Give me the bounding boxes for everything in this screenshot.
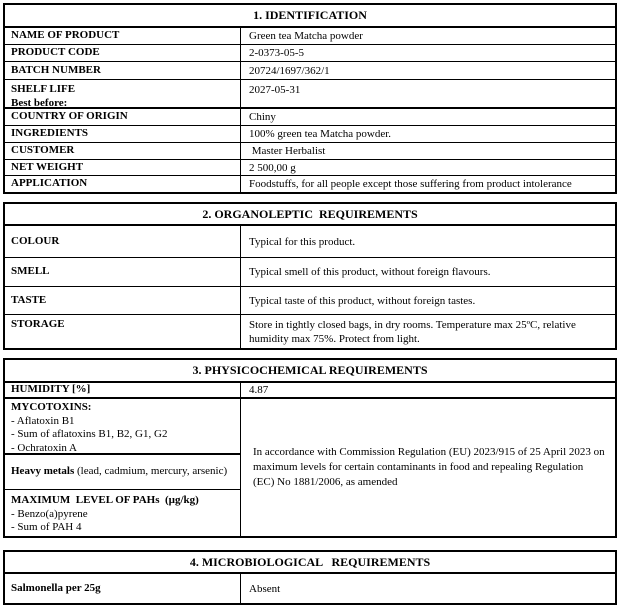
table-row-customer bbox=[5, 143, 615, 160]
physicochemical-section-title: 3. PHYSICOCHEMICAL REQUIREMENTS bbox=[5, 360, 615, 383]
table-row-salmonella bbox=[5, 574, 615, 603]
contaminants-parameters-column bbox=[5, 399, 241, 536]
table-row-shelf-life bbox=[5, 80, 615, 109]
row-label: TASTE bbox=[5, 287, 241, 314]
row-value: 4.87 bbox=[249, 384, 269, 396]
regulation-note-cell bbox=[241, 399, 615, 536]
row-label: BATCH NUMBER bbox=[5, 62, 241, 79]
table-row-batch-number bbox=[5, 62, 615, 80]
shelf-life-label: SHELF LIFE bbox=[11, 83, 76, 95]
heavy-metals-cell bbox=[5, 455, 240, 490]
pah-item: - Sum of PAH 4 bbox=[11, 521, 82, 533]
physicochemical-table bbox=[3, 358, 617, 538]
organoleptic-section-title: 2. ORGANOLEPTIC REQUIREMENTS bbox=[5, 204, 615, 226]
table-row-name-of-product bbox=[5, 28, 615, 45]
table-row-country-of-origin bbox=[5, 109, 615, 126]
row-label: CUSTOMER bbox=[5, 143, 241, 159]
row-value: Green tea Matcha powder bbox=[249, 30, 363, 42]
row-label: HUMIDITY [%] bbox=[5, 383, 241, 397]
microbiological-section-title: 4. MICROBIOLOGICAL REQUIREMENTS bbox=[5, 552, 615, 574]
mycotoxin-item: - Sum of aflatoxins B1, B2, G1, G2 bbox=[11, 428, 168, 440]
identification-table bbox=[3, 3, 617, 194]
heavy-metals-detail: (lead, cadmium, mercury, arsenic) bbox=[74, 465, 228, 478]
row-label: NET WEIGHT bbox=[5, 160, 241, 175]
row-label: NAME OF PRODUCT bbox=[5, 28, 241, 44]
organoleptic-table bbox=[3, 202, 617, 350]
row-label: COLOUR bbox=[5, 226, 241, 257]
row-label: PRODUCT CODE bbox=[5, 45, 241, 61]
row-label bbox=[5, 80, 241, 107]
table-row-colour bbox=[5, 226, 615, 258]
table-row-net-weight bbox=[5, 160, 615, 176]
row-label: APPLICATION bbox=[5, 176, 241, 192]
pahs-title: MAXIMUM LEVEL OF PAHs (µg/kg) bbox=[11, 494, 199, 506]
row-value: 2-0373-05-5 bbox=[249, 47, 304, 59]
row-value: Absent bbox=[249, 582, 281, 595]
row-value: Store in tightly closed bags, in dry rooms. Temperature max 25ºC, relative humidity max 75%. Protect from light. bbox=[249, 319, 579, 345]
mycotoxin-item: - Ochratoxin A bbox=[11, 441, 77, 454]
best-before-label: Best before: bbox=[11, 96, 68, 109]
row-value: 100% green tea Matcha powder. bbox=[249, 128, 392, 140]
row-label: INGREDIENTS bbox=[5, 126, 241, 142]
row-label: Salmonella per 25g bbox=[5, 574, 241, 603]
row-label: COUNTRY OF ORIGIN bbox=[5, 109, 241, 125]
row-value: Foodstuffs, for all people except those suffering from product intolerance bbox=[249, 178, 572, 190]
table-row-smell bbox=[5, 258, 615, 287]
table-row-product-code bbox=[5, 45, 615, 62]
mycotoxins-cell bbox=[5, 399, 240, 455]
row-label: SMELL bbox=[5, 258, 241, 286]
table-row-humidity bbox=[5, 383, 615, 399]
pah-item: - Benzo(a)pyrene bbox=[11, 507, 88, 520]
microbiological-table bbox=[3, 550, 617, 605]
table-row-application bbox=[5, 176, 615, 192]
row-value: Chiny bbox=[249, 111, 276, 123]
row-value: Typical taste of this product, without foreign tastes. bbox=[249, 294, 476, 307]
table-row-ingredients bbox=[5, 126, 615, 143]
contaminants-block bbox=[5, 399, 615, 536]
row-value: 2027-05-31 bbox=[249, 84, 301, 96]
mycotoxins-title: MYCOTOXINS: bbox=[11, 401, 92, 413]
mycotoxin-item: - Aflatoxin B1 bbox=[11, 414, 75, 427]
table-row-taste bbox=[5, 287, 615, 315]
row-label: STORAGE bbox=[5, 315, 241, 348]
row-value: 20724/1697/362/1 bbox=[249, 64, 330, 77]
identification-section-title: 1. IDENTIFICATION bbox=[5, 5, 615, 28]
regulation-note: In accordance with Commission Regulation (EU) 2023/915 of 25 April 2023 on maximum levels for certain contaminants in food and repealing Regulation (EC) No 1881/2006, as amended bbox=[253, 446, 605, 488]
row-value: Typical for this product. bbox=[249, 235, 356, 248]
row-value: Master Herbalist bbox=[249, 145, 326, 157]
heavy-metals-title: Heavy metals bbox=[11, 465, 75, 478]
pahs-cell bbox=[5, 490, 240, 536]
row-value: Typical smell of this product, without foreign flavours. bbox=[249, 266, 491, 278]
row-value: 2 500,00 g bbox=[249, 161, 296, 174]
table-row-storage bbox=[5, 315, 615, 348]
